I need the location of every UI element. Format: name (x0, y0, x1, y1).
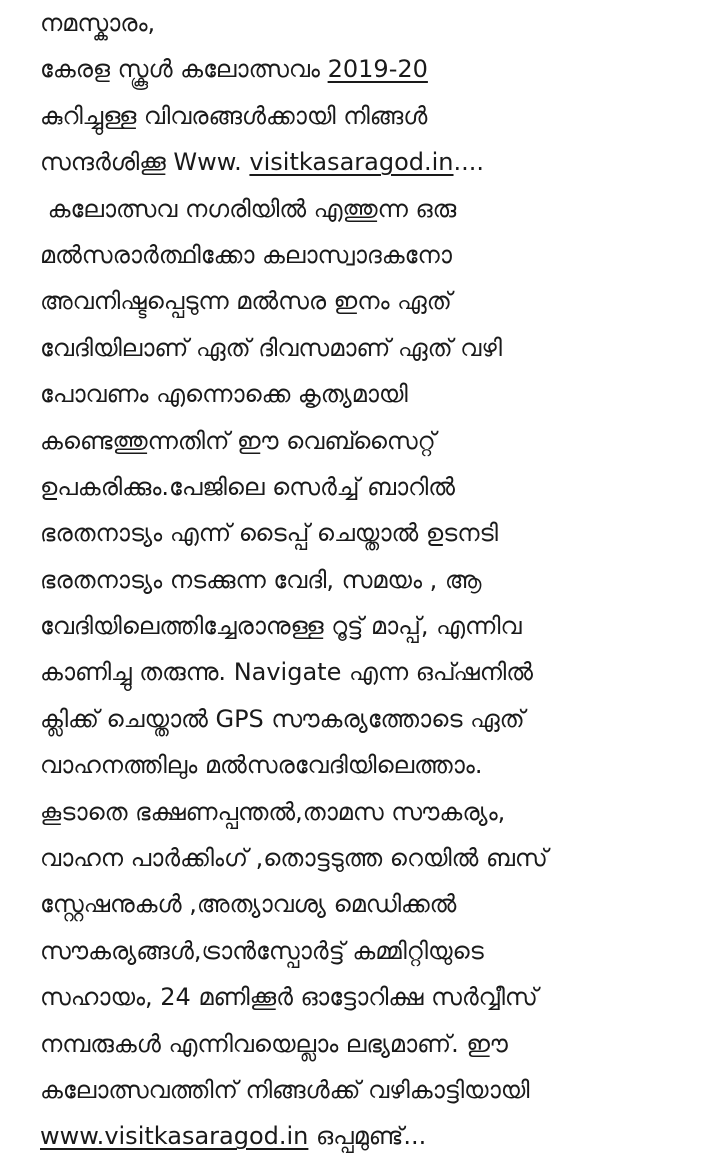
message-line-21-text: സൗകര്യങ്ങൾ,ട്രാൻസ്പോർട്ട് കമ്മിറ്റിയുടെ (40, 936, 484, 965)
message-line-2-text: കേരള സ്കൂൾ കലോത്സവം (40, 55, 328, 84)
message-line-23 (40, 1021, 710, 1067)
message-line-24-text: കലോത്സവത്തിന് നിങ്ങൾക്ക് വഴികാട്ടിയായി (40, 1075, 530, 1104)
message-line-12-text: ഭരതനാട്യം എന്ന് ടൈപ്പ് ചെയ്താൽ ഉടനടി (40, 519, 498, 548)
message-line-11 (40, 464, 710, 510)
greeting-line (40, 0, 710, 46)
message-line-13-text: ഭരതനാട്യം നടക്കുന്ന വേദി, സമയം , ആ (40, 565, 482, 594)
message-line-21 (40, 928, 710, 974)
message-line-8-text: വേദിയിലാണ് ഏത് ദിവസമാണ് ഏത് വഴി (40, 333, 502, 362)
message-line-5-text: കലോത്സവ നഗരിയിൽ എത്തുന്ന ഒരു (40, 194, 457, 223)
message-line-25-trail: ഒപ്പമുണ്ട്... (308, 1122, 427, 1151)
message-line-2 (40, 46, 710, 92)
year-link[interactable]: 2019-20 (327, 55, 428, 84)
message-line-3-text: കുറിച്ചുള്ള വിവരങ്ങൾക്കായി നിങ്ങൾ (40, 101, 428, 130)
message-line-25 (40, 1113, 710, 1159)
message-line-4 (40, 139, 710, 185)
message-line-11-text: ഉപകരിക്കും.പേജിലെ സെർച്ച് ബാറിൽ (40, 472, 455, 501)
message-line-24 (40, 1067, 710, 1113)
message-line-14 (40, 603, 710, 649)
message-line-23-text: നമ്പരുകൾ എന്നിവയെല്ലാം ലഭ്യമാണ്. ഈ (40, 1029, 508, 1058)
website-link[interactable]: visitkasaragod.in (249, 148, 454, 177)
message-line-16 (40, 696, 710, 742)
message-body (40, 0, 710, 1160)
message-line-14-text: വേദിയിലെത്തിച്ചേരാനുള്ള റൂട്ട് മാപ്പ്, എന്നിവ (40, 612, 522, 641)
message-line-6-text: മൽസരാർത്ഥിക്കോ കലാസ്വാദകനോ (40, 240, 452, 269)
message-line-17 (40, 742, 710, 788)
message-line-4-text: സന്ദർശിക്കൂ Www. (40, 148, 250, 177)
message-line-22 (40, 974, 710, 1020)
message-line-22-text: സഹായം, 24 മണിക്കൂർ ഓട്ടോറിക്ഷ സർവ്വീസ് (40, 983, 538, 1012)
message-line-6 (40, 232, 710, 278)
message-line-8 (40, 325, 710, 371)
greeting-text: നമസ്കാരം, (40, 9, 156, 37)
message-line-18-text: കൂടാതെ ഭക്ഷണപ്പന്തൽ,താമസ സൗകര്യം, (40, 797, 506, 826)
message-line-10 (40, 418, 710, 464)
message-line-17-text: വാഹനത്തിലും മൽസരവേദിയിലെത്താം. (40, 751, 483, 780)
message-line-15 (40, 649, 710, 695)
message-line-18 (40, 789, 710, 835)
message-line-7 (40, 278, 710, 324)
message-line-9 (40, 371, 710, 417)
message-line-13 (40, 557, 710, 603)
website-link-full[interactable]: www.visitkasaragod.in (40, 1122, 309, 1151)
message-line-20-text: സ്റ്റേഷനുകൾ ,അത്യാവശ്യ മെഡിക്കൽ (40, 890, 457, 919)
message-line-10-text: കണ്ടെത്തുന്നതിന് ഈ വെബ്സൈറ്റ് (40, 426, 436, 455)
message-line-7-text: അവനിഷ്ടപ്പെടുന്ന മൽസര ഇനം ഏത് (40, 287, 452, 316)
message-line-15-text: കാണിച്ചു തരുന്നു. Navigate എന്ന ഒപ്ഷനിൽ (40, 658, 533, 687)
message-line-9-text: പോവണം എന്നൊക്കെ കൃത്യമായി (40, 380, 408, 409)
message-line-3 (40, 93, 710, 139)
message-line-16-text: ക്ലിക്ക് ചെയ്താൽ GPS സൗകര്യത്തോടെ ഏത് (40, 704, 525, 733)
message-line-19-text: വാഹന പാർക്കിംഗ് ,തൊട്ടടുത്ത റെയിൽ ബസ് (40, 844, 548, 873)
message-line-12 (40, 510, 710, 556)
message-line-4-trail: .... (453, 148, 485, 177)
message-line-5 (40, 186, 710, 232)
message-line-20 (40, 881, 710, 927)
message-line-19 (40, 835, 710, 881)
